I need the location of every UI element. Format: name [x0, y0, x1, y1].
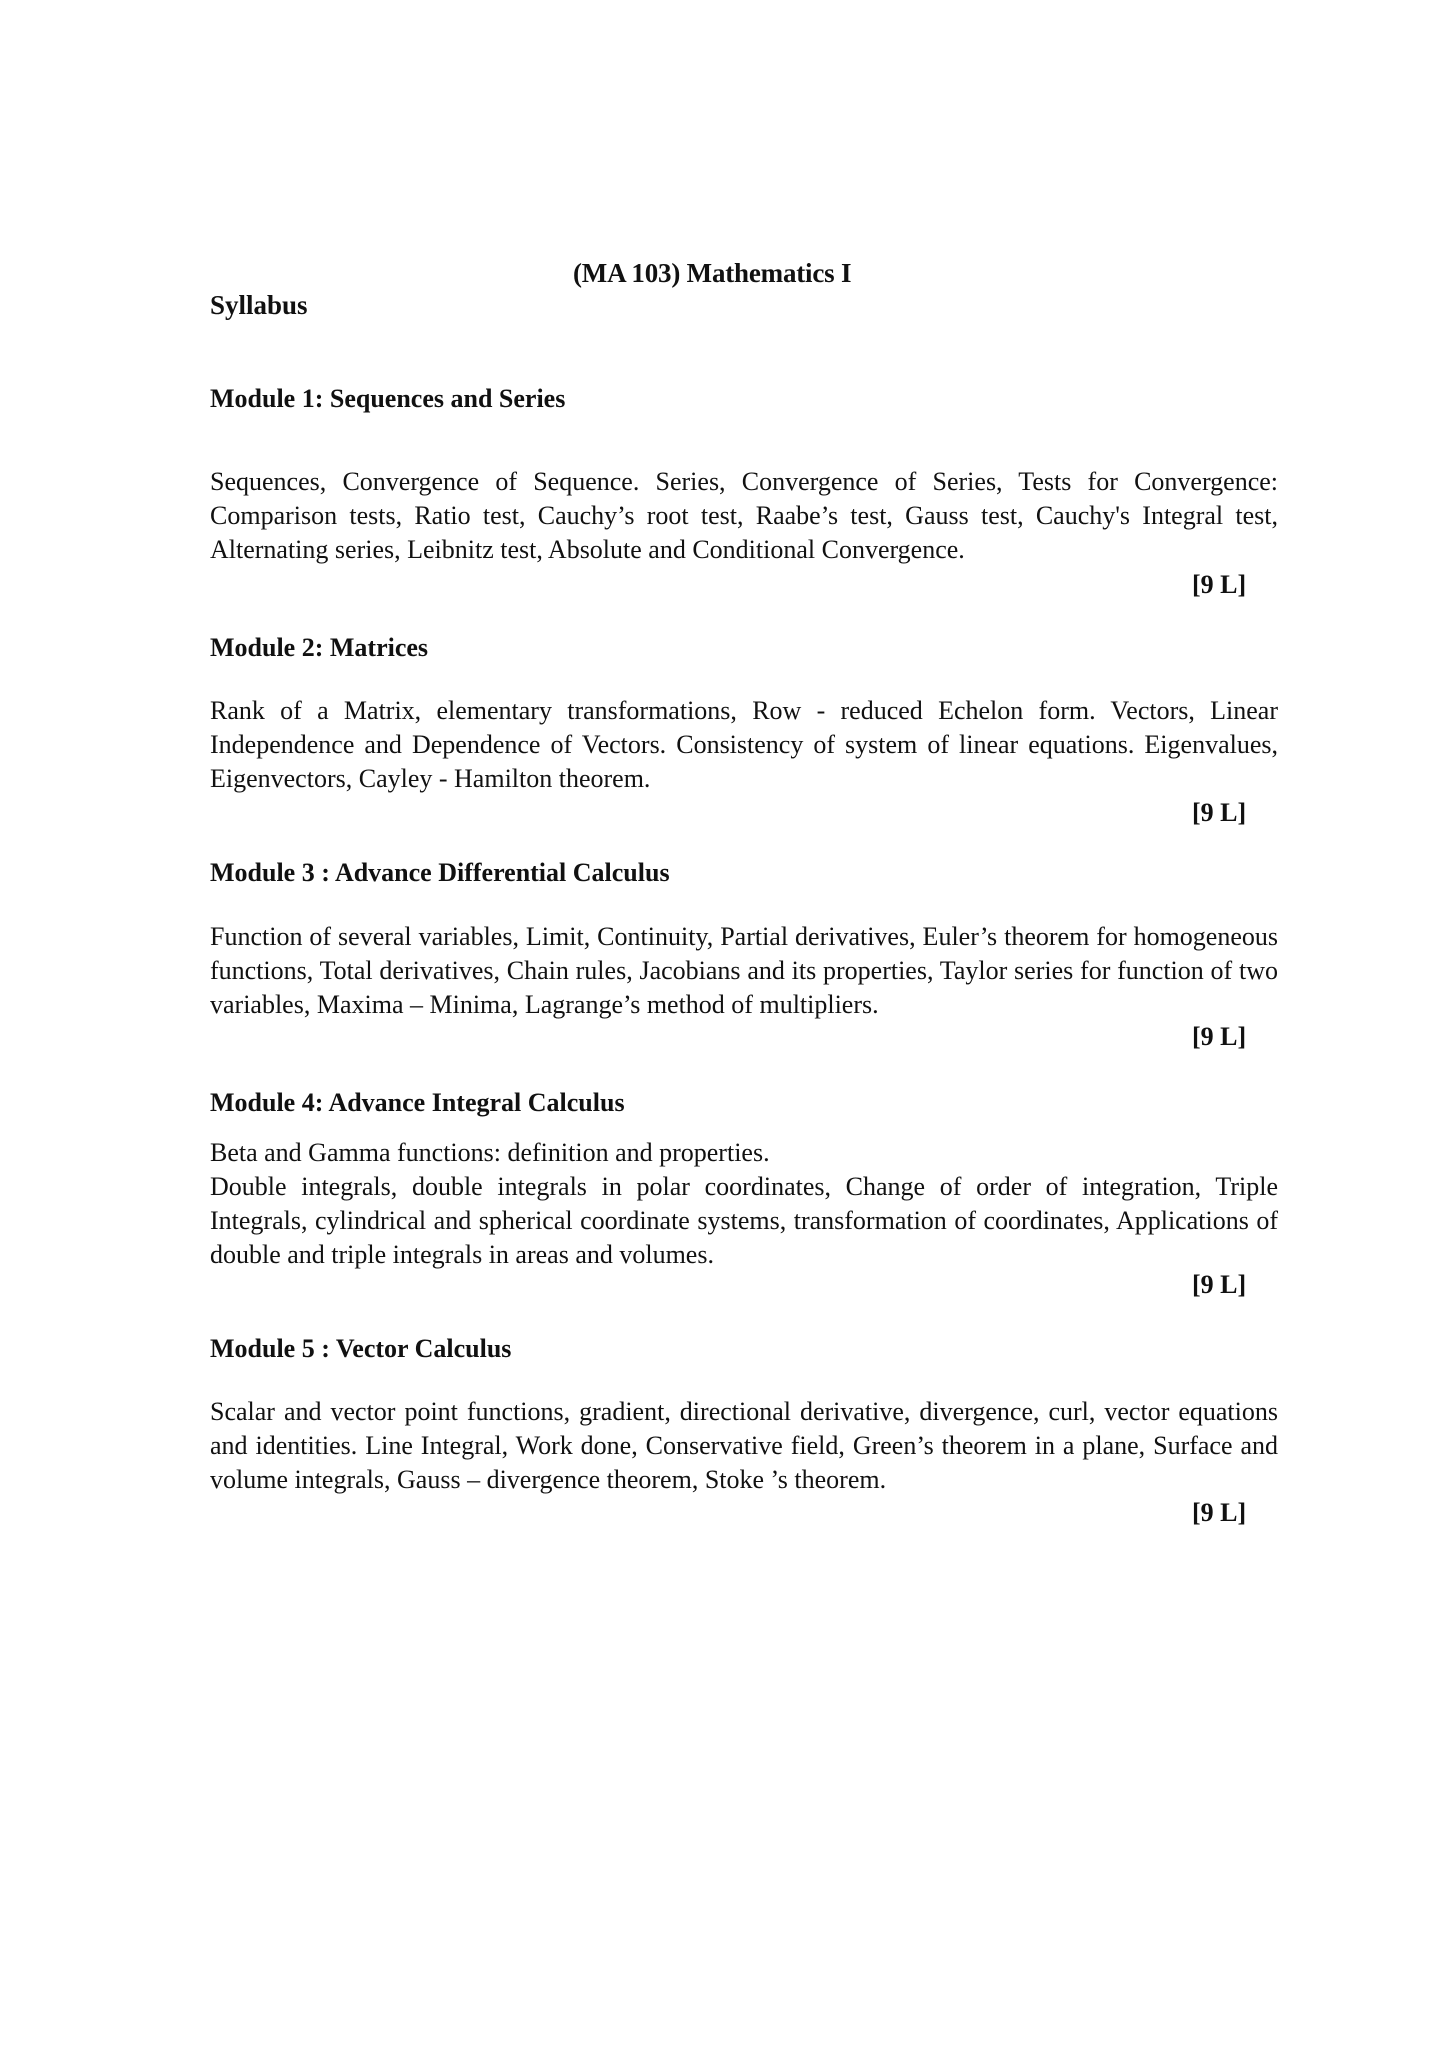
module-4-heading: Module 4: Advance Integral Calculus	[210, 1088, 625, 1117]
module-4-paragraph-2: Double integrals, double integrals in polar coordinates, Change of order of integration, Triple Integrals, cylindrical and spherical coordinate systems, transformation of coordinates, Applications of double and triple integrals in areas and volumes.	[210, 1172, 1278, 1269]
module-3-heading: Module 3 : Advance Differential Calculus	[210, 858, 670, 887]
module-4-hours: [9 L]	[1192, 1270, 1247, 1299]
module-5-body	[210, 1395, 1278, 1497]
module-5-hours: [9 L]	[1192, 1498, 1247, 1527]
module-1-paragraph: Sequences, Convergence of Sequence. Series, Convergence of Series, Tests for Convergence: Comparison tests, Ratio test, Cauchy’s root test, Raabe’s test, Gauss test, Cauchy's Integral test, Alternating series, Leibnitz test, Absolute and Conditional Convergence.	[210, 467, 1278, 564]
course-title: (MA 103) Mathematics I	[573, 258, 852, 288]
module-3-paragraph: Function of several variables, Limit, Continuity, Partial derivatives, Euler’s theorem for homogeneous functions, Total derivatives, Chain rules, Jacobians and its properties, Taylor series for function of two variables, Maxima – Minima, Lagrange’s method of multipliers.	[210, 922, 1278, 1019]
module-1-hours: [9 L]	[1192, 570, 1247, 599]
module-5-paragraph: Scalar and vector point functions, gradient, directional derivative, divergence, curl, vector equations and identities. Line Integral, Work done, Conservative field, Green’s theorem in a plane, Surface and volume integrals, Gauss – divergence theorem, Stoke ’s theorem.	[210, 1397, 1278, 1494]
module-4-paragraph-1: Beta and Gamma functions: definition and properties.	[210, 1138, 770, 1167]
module-3-body	[210, 920, 1278, 1022]
module-5-heading: Module 5 : Vector Calculus	[210, 1334, 512, 1363]
module-1-heading: Module 1: Sequences and Series	[210, 384, 566, 413]
module-2-hours: [9 L]	[1192, 798, 1247, 827]
module-2-body	[210, 694, 1278, 796]
module-2-paragraph: Rank of a Matrix, elementary transformations, Row - reduced Echelon form. Vectors, Linear Independence and Dependence of Vectors. Consistency of system of linear equations. Eigenvalues, Eigenvectors, Cayley - Hamilton theorem.	[210, 696, 1278, 793]
module-2-heading: Module 2: Matrices	[210, 633, 429, 662]
module-4-body	[210, 1136, 1278, 1272]
syllabus-label: Syllabus	[210, 290, 308, 320]
module-1-body	[210, 465, 1278, 567]
module-3-hours: [9 L]	[1192, 1022, 1247, 1051]
